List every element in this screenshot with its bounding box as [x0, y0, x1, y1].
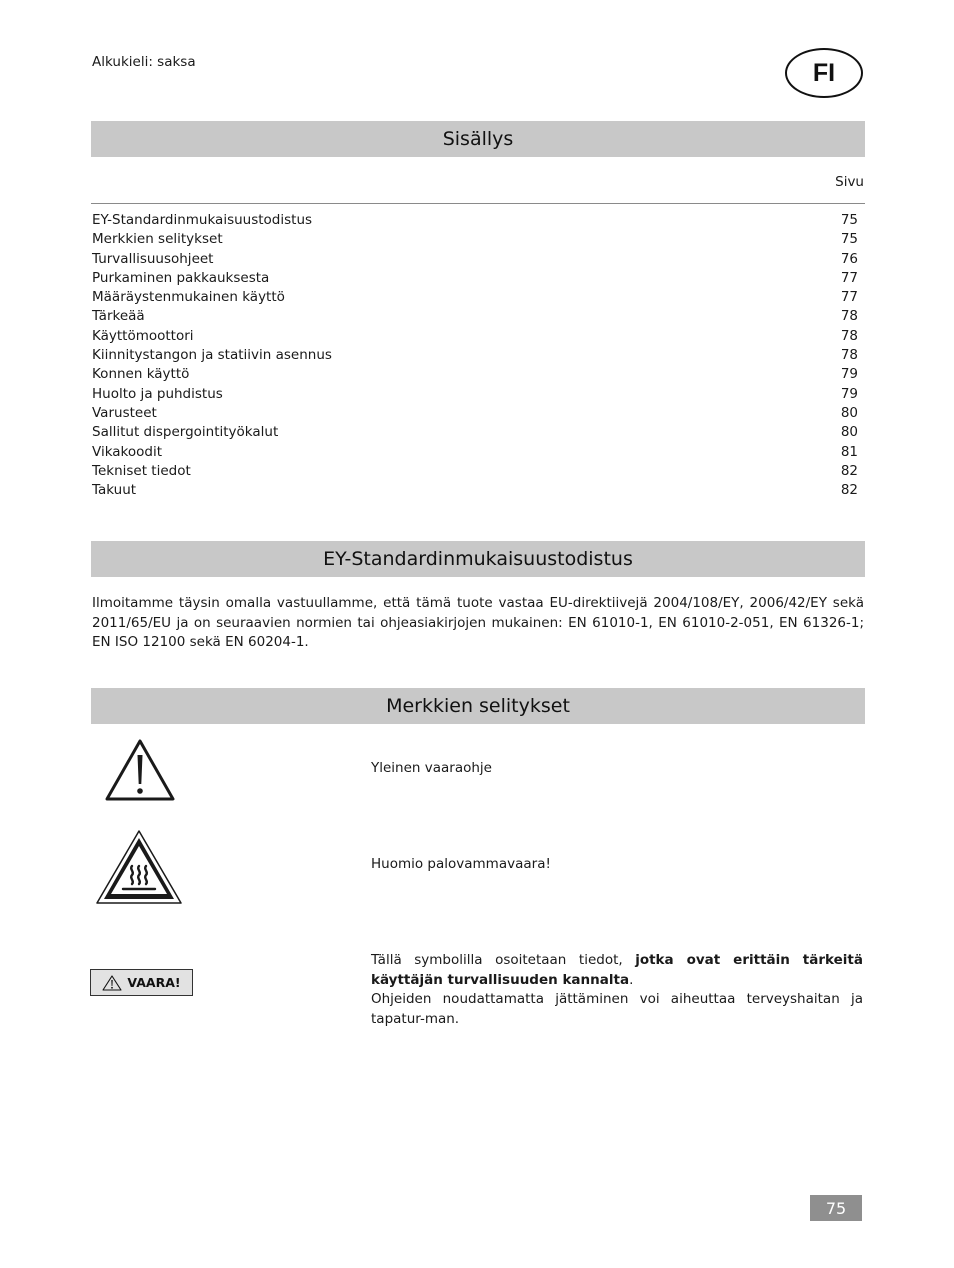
- toc-entry[interactable]: [92, 462, 858, 481]
- toc-entry-page: 81: [840, 443, 858, 460]
- toc-entry-page: 78: [840, 327, 858, 344]
- toc-entry-page: 82: [840, 462, 858, 479]
- toc-entry[interactable]: [92, 404, 858, 423]
- toc-entry-page: 77: [840, 289, 858, 306]
- toc-entry[interactable]: [92, 346, 858, 365]
- hot-surface-icon: [95, 829, 183, 909]
- general-warning-text: Yleinen vaaraohje: [371, 760, 492, 776]
- toc-entry-page: 79: [840, 366, 858, 383]
- toc-heading: Sisällys: [91, 121, 865, 157]
- toc-entry-page: 76: [840, 250, 858, 267]
- danger-badge: [90, 969, 193, 996]
- toc-entry[interactable]: [92, 481, 858, 500]
- toc-entry-page: 75: [840, 231, 858, 248]
- toc-entry[interactable]: [92, 423, 858, 442]
- toc-entry-page: 82: [840, 482, 858, 499]
- toc-entry-label: Sallitut dispergointityökalut: [92, 424, 279, 441]
- toc-entry-label: Konnen käyttö: [92, 366, 190, 383]
- toc-list: [92, 211, 858, 500]
- toc-entry[interactable]: [92, 250, 858, 269]
- toc-entry-label: Tärkeää: [92, 308, 145, 325]
- toc-entry[interactable]: [92, 365, 858, 384]
- toc-entry-label: EY-Standardinmukaisuustodistus: [92, 212, 313, 228]
- toc-entry-page: 80: [840, 424, 858, 441]
- toc-entry-label: Varusteet: [92, 404, 157, 421]
- danger-badge-label: VAARA!: [127, 975, 181, 990]
- danger-description: [371, 951, 863, 1029]
- danger-warning-icon: [102, 975, 122, 991]
- toc-entry[interactable]: [92, 269, 858, 288]
- toc-entry-page: 77: [840, 269, 858, 286]
- language-badge: FI: [785, 48, 863, 98]
- danger-text-end: .: [629, 971, 634, 988]
- toc-entry-label: Turvallisuusohjeet: [92, 250, 214, 267]
- toc-entry-label: Vikakoodit: [92, 443, 163, 460]
- toc-entry-label: Määräystenmukainen käyttö: [92, 289, 285, 306]
- symbols-heading: Merkkien selitykset: [91, 688, 865, 724]
- toc-entry-page: 78: [840, 308, 858, 325]
- toc-divider: [91, 203, 865, 204]
- toc-entry[interactable]: [92, 385, 858, 404]
- danger-text-plain: Tällä symbolilla osoitetaan tiedot,: [371, 952, 636, 968]
- toc-entry[interactable]: [92, 327, 858, 346]
- toc-entry-label: Purkaminen pakkauksesta: [92, 269, 270, 286]
- toc-page-column-label: Sivu: [835, 174, 864, 190]
- danger-text-line-2: Ohjeiden noudattamatta jättäminen voi aiheuttaa terveyshaitan ja tapatur-man.: [371, 991, 863, 1027]
- toc-entry[interactable]: [92, 443, 858, 462]
- toc-entry-label: Takuut: [92, 482, 137, 499]
- toc-entry-label: Merkkien selitykset: [92, 231, 223, 248]
- declaration-heading: EY-Standardinmukaisuustodistus: [91, 541, 865, 577]
- toc-entry-page: 80: [840, 404, 858, 421]
- toc-entry-page: 75: [840, 212, 858, 228]
- toc-entry-page: 79: [840, 385, 858, 402]
- danger-text-line-1: [371, 951, 863, 990]
- toc-entry[interactable]: [92, 307, 858, 326]
- danger-text-bold: jotka ovat erittäin tärkeitä käyttäjän turvallisuuden kannalta: [371, 952, 863, 988]
- original-language-note: Alkukieli: saksa: [92, 54, 196, 70]
- toc-entry-page: 78: [840, 347, 858, 364]
- toc-entry[interactable]: [92, 211, 858, 230]
- toc-entry-label: Käyttömoottori: [92, 327, 194, 344]
- toc-entry-label: Tekniset tiedot: [92, 462, 191, 479]
- toc-entry[interactable]: [92, 230, 858, 249]
- declaration-text: Ilmoitamme täysin omalla vastuullamme, että tämä tuote vastaa EU-direktiivejä 2004/108/EY, 2006/42/EY sekä 2011/65/EU ja on seuraavien normien tai ohjeasiakirjojen mukainen: EN 61010-1, EN 61010-2-051, EN 61326-1; EN ISO 12100 sekä EN 60204-1.: [92, 595, 864, 650]
- toc-entry-label: Kiinnitystangon ja statiivin asennus: [92, 347, 332, 364]
- page-number: 75: [810, 1195, 862, 1221]
- hot-surface-text: Huomio palovammavaara!: [371, 856, 551, 872]
- warning-triangle-icon: [104, 737, 176, 807]
- toc-entry-label: Huolto ja puhdistus: [92, 385, 223, 402]
- toc-entry[interactable]: [92, 288, 858, 307]
